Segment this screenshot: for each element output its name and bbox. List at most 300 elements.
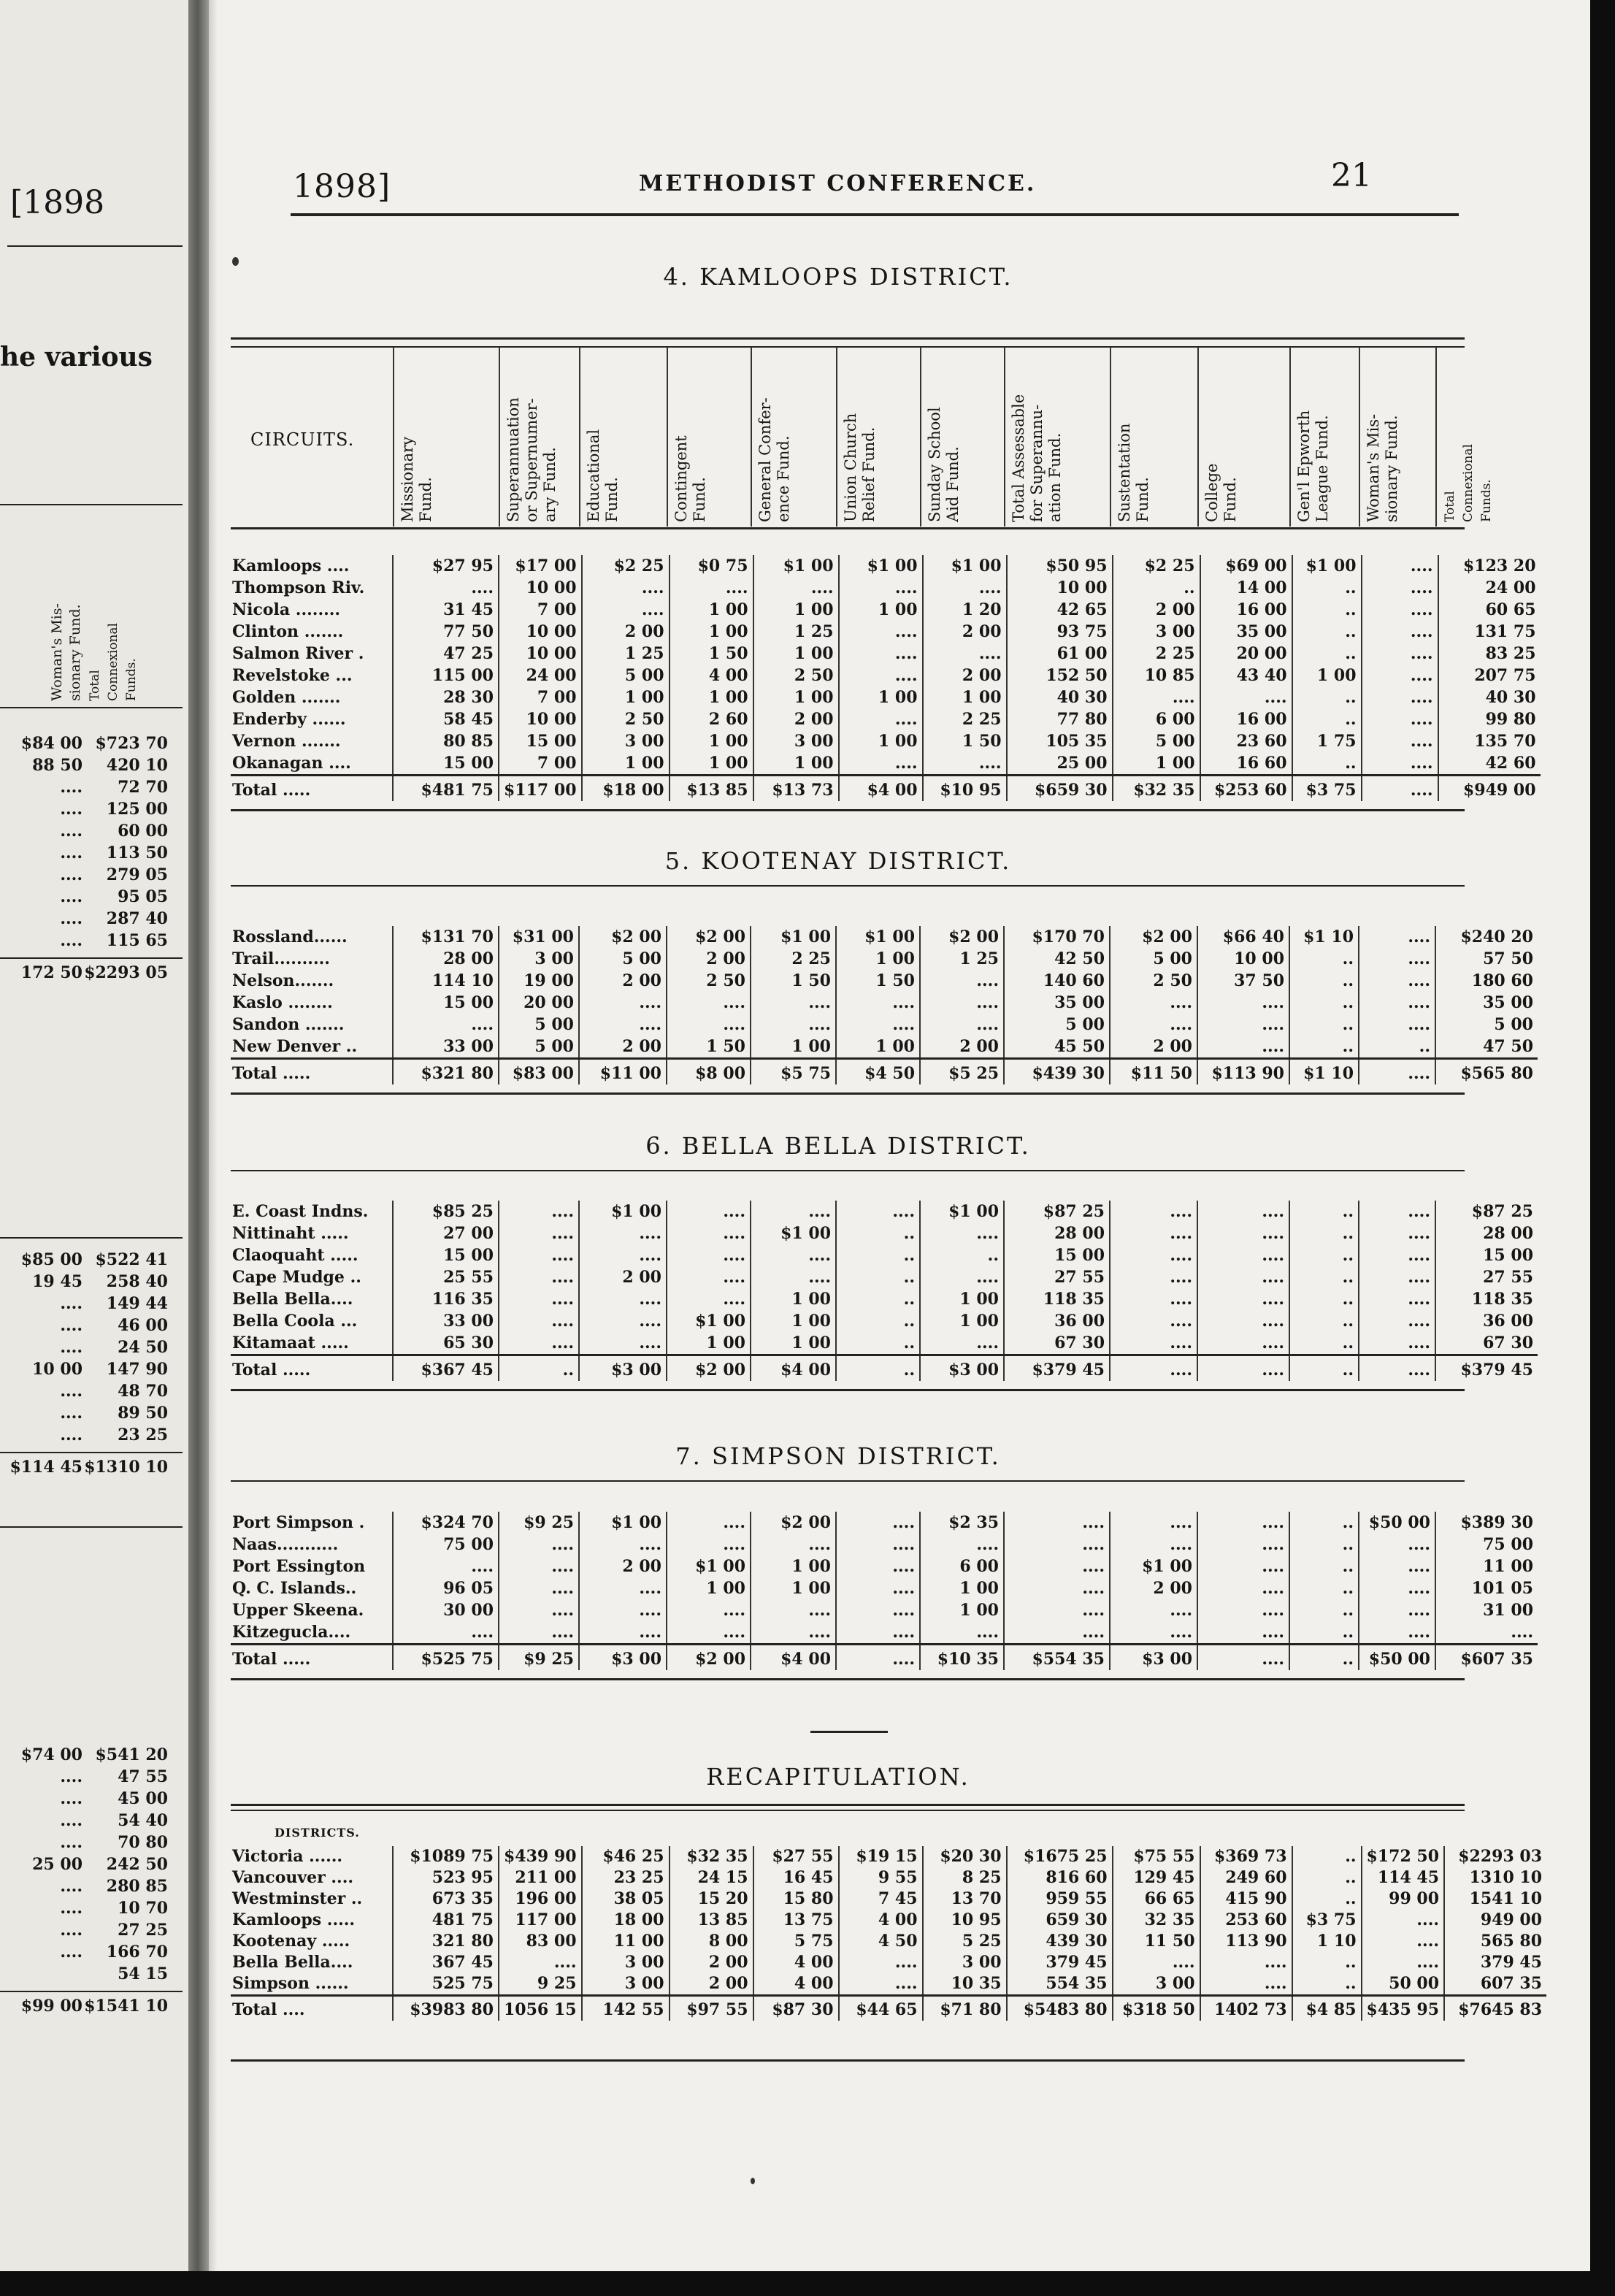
fund-cell: 13 75 bbox=[753, 1910, 839, 1931]
left-fund-cell: 10 00 bbox=[32, 1360, 83, 1379]
fund-cell: 1 00 bbox=[751, 1577, 836, 1599]
fund-cell: $1089 75 bbox=[393, 1846, 499, 1867]
fund-cell: .. bbox=[1289, 992, 1359, 1014]
fund-cell: 15 80 bbox=[753, 1889, 839, 1910]
fund-cell: 15 00 bbox=[393, 1244, 499, 1266]
left-total-cell: 147 90 bbox=[106, 1360, 168, 1379]
fund-cell: $31 00 bbox=[499, 926, 579, 948]
fund-cell: $1 00 bbox=[579, 1512, 667, 1534]
left-total-cell: 279 05 bbox=[106, 865, 168, 884]
fund-cell: 10 00 bbox=[499, 643, 582, 665]
fund-cell: $9 25 bbox=[499, 1645, 579, 1671]
fund-cell: $253 60 bbox=[1200, 776, 1292, 802]
fund-cell: $5483 80 bbox=[1007, 1996, 1113, 2021]
fund-cell: $11 50 bbox=[1110, 1059, 1197, 1085]
column-header-3: Educational Fund. bbox=[585, 429, 621, 522]
fund-cell: .... bbox=[1359, 1621, 1435, 1645]
fund-cell: $46 25 bbox=[582, 1846, 670, 1867]
fund-cell: $3 00 bbox=[1110, 1645, 1197, 1671]
fund-cell: 1310 10 bbox=[1444, 1867, 1546, 1889]
fund-cell: .. bbox=[836, 1355, 920, 1382]
fund-cell: $1 00 bbox=[751, 926, 836, 948]
fund-cell: .... bbox=[579, 1288, 667, 1310]
fund-cell: .... bbox=[667, 1244, 751, 1266]
fund-cell: 2 00 bbox=[923, 665, 1007, 686]
fund-cell: .... bbox=[751, 1599, 836, 1621]
fund-cell: $3 00 bbox=[920, 1355, 1004, 1382]
fund-cell: .. bbox=[1289, 1201, 1359, 1222]
fund-cell: $5 75 bbox=[751, 1059, 836, 1085]
fund-cell: 2 00 bbox=[1110, 1036, 1197, 1059]
fund-cell: 24 00 bbox=[1438, 577, 1541, 599]
left-fund-cell: .... bbox=[60, 1382, 83, 1401]
left-total-cell: 420 10 bbox=[106, 756, 168, 775]
circuit-name: Bella Bella.... bbox=[232, 1953, 353, 1972]
circuit-name: Vancouver .... bbox=[232, 1868, 354, 1887]
fund-cell: .... bbox=[1359, 1555, 1435, 1577]
fund-cell: 2 00 bbox=[579, 1555, 667, 1577]
fund-cell: .... bbox=[667, 1599, 751, 1621]
column-header-1: Missionary Fund. bbox=[399, 436, 434, 522]
fund-cell: $1 00 bbox=[920, 1201, 1004, 1222]
fund-cell: 28 00 bbox=[1435, 1222, 1538, 1244]
fund-cell: .... bbox=[1359, 926, 1435, 948]
fund-cell: .... bbox=[667, 1534, 751, 1555]
left-total-value: $114 45 bbox=[9, 1458, 83, 1477]
fund-cell: .... bbox=[1197, 1599, 1289, 1621]
fund-cell: 1 00 bbox=[751, 1332, 836, 1355]
fund-cell: 1 20 bbox=[923, 599, 1007, 621]
fund-cell: $50 00 bbox=[1359, 1512, 1435, 1534]
circuit-name: Trail.......... bbox=[232, 949, 330, 968]
fund-cell: $1 00 bbox=[839, 555, 923, 577]
fund-cell: 27 55 bbox=[1004, 1266, 1110, 1288]
fund-cell: 113 90 bbox=[1200, 1931, 1292, 1952]
fund-cell: $2 25 bbox=[1113, 555, 1200, 577]
fund-cell: .... bbox=[579, 1599, 667, 1621]
fund-cell: .... bbox=[751, 1244, 836, 1266]
fund-cell: $435 95 bbox=[1362, 1996, 1445, 2021]
fund-cell: .... bbox=[1197, 1577, 1289, 1599]
fund-cell: 525 75 bbox=[393, 1973, 499, 1996]
fund-cell: .... bbox=[1200, 686, 1292, 708]
fund-cell: 8 25 bbox=[923, 1867, 1007, 1889]
fund-cell: 10 00 bbox=[1007, 577, 1113, 599]
fund-cell: .... bbox=[579, 1014, 667, 1036]
fund-cell: .. bbox=[1113, 577, 1200, 599]
column-header-4: Contingent Fund. bbox=[672, 435, 708, 522]
page-number: 21 bbox=[1331, 157, 1372, 194]
district-row bbox=[231, 1555, 1538, 1577]
left-total-cell: 27 25 bbox=[118, 1921, 168, 1940]
fund-cell: $2 35 bbox=[920, 1512, 1004, 1534]
fund-cell: 28 30 bbox=[393, 686, 499, 708]
column-header-13: Total Connexional Funds. bbox=[1443, 444, 1494, 522]
fund-cell: $525 75 bbox=[393, 1645, 499, 1671]
fund-cell: .... bbox=[1200, 1952, 1292, 1973]
fund-cell: 1 25 bbox=[753, 621, 839, 643]
fund-cell: 2 00 bbox=[1110, 1577, 1197, 1599]
circuit-name: Kaslo ........ bbox=[232, 993, 333, 1012]
fund-cell: 101 05 bbox=[1435, 1577, 1538, 1599]
fund-cell: .... bbox=[1113, 1952, 1200, 1973]
fund-cell: 10 00 bbox=[499, 577, 582, 599]
fund-cell: 116 35 bbox=[393, 1288, 499, 1310]
fund-cell: 949 00 bbox=[1444, 1910, 1546, 1931]
fund-cell: .... bbox=[1359, 970, 1435, 992]
left-total-cell: 54 40 bbox=[118, 1811, 168, 1830]
fund-cell: $117 00 bbox=[499, 776, 582, 802]
fund-cell: 1 00 bbox=[753, 686, 839, 708]
fund-cell: .. bbox=[1292, 1846, 1362, 1867]
fund-cell: 23 60 bbox=[1200, 730, 1292, 752]
fund-cell: 1 00 bbox=[670, 752, 753, 776]
fund-cell: 1056 15 bbox=[499, 1996, 582, 2021]
fund-cell: .... bbox=[1362, 555, 1438, 577]
fund-cell: $83 00 bbox=[499, 1059, 579, 1085]
fund-cell: $565 80 bbox=[1435, 1059, 1538, 1085]
district-row bbox=[231, 1266, 1538, 1288]
fund-cell: $2 25 bbox=[582, 555, 670, 577]
fund-cell: .... bbox=[1359, 1577, 1435, 1599]
fund-cell: 1 10 bbox=[1292, 1931, 1362, 1952]
fund-cell: 5 00 bbox=[1435, 1014, 1538, 1036]
fund-cell: 10 95 bbox=[923, 1910, 1007, 1931]
fund-cell: 816 60 bbox=[1007, 1867, 1113, 1889]
fund-cell: 9 25 bbox=[499, 1973, 582, 1996]
fund-cell: .... bbox=[751, 992, 836, 1014]
fund-cell: .. bbox=[1292, 643, 1362, 665]
fund-cell: .... bbox=[836, 1014, 920, 1036]
fund-cell: .... bbox=[1110, 1244, 1197, 1266]
fund-cell: .... bbox=[1359, 1355, 1435, 1382]
fund-cell: 367 45 bbox=[393, 1952, 499, 1973]
fund-cell: .... bbox=[839, 643, 923, 665]
column-header-12: Woman's Mis- sionary Fund. bbox=[1365, 413, 1400, 522]
left-total-cell: $541 20 bbox=[95, 1745, 168, 1764]
district-total-row bbox=[231, 1355, 1538, 1382]
fund-cell: $3 00 bbox=[579, 1645, 667, 1671]
fund-cell: 131 75 bbox=[1438, 621, 1541, 643]
fund-cell: .... bbox=[499, 1621, 579, 1645]
fund-cell: .... bbox=[920, 1266, 1004, 1288]
fund-cell: 27 55 bbox=[1435, 1266, 1538, 1288]
fund-cell: 99 00 bbox=[1362, 1889, 1445, 1910]
fund-cell: 83 00 bbox=[499, 1931, 582, 1952]
fund-cell: .... bbox=[579, 1310, 667, 1332]
fund-cell: $1 00 bbox=[923, 555, 1007, 577]
fund-cell: .... bbox=[579, 1534, 667, 1555]
fund-cell: 5 00 bbox=[582, 665, 670, 686]
fund-cell: .... bbox=[1362, 1952, 1445, 1973]
fund-cell: .... bbox=[1197, 1645, 1289, 1671]
fund-cell: .... bbox=[1197, 1534, 1289, 1555]
fund-cell: .... bbox=[499, 1952, 582, 1973]
fund-cell: $389 30 bbox=[1435, 1512, 1538, 1534]
fund-cell: $2293 03 bbox=[1444, 1846, 1546, 1867]
fund-cell: 77 50 bbox=[393, 621, 499, 643]
fund-cell: 1 00 bbox=[751, 1555, 836, 1577]
fund-cell: .. bbox=[1292, 621, 1362, 643]
fund-cell: 47 25 bbox=[393, 643, 499, 665]
fund-cell: .... bbox=[1110, 1288, 1197, 1310]
left-total-value: $99 00 bbox=[20, 1997, 83, 2016]
circuit-name: Kootenay ..... bbox=[232, 1932, 350, 1951]
district-total-row bbox=[231, 776, 1541, 802]
fund-cell: 23 25 bbox=[582, 1867, 670, 1889]
left-total-cell: 166 70 bbox=[106, 1943, 168, 1962]
fund-cell: $32 35 bbox=[670, 1846, 753, 1867]
fund-cell: 2 50 bbox=[753, 665, 839, 686]
fund-cell: .. bbox=[836, 1288, 920, 1310]
fund-cell: 10 85 bbox=[1113, 665, 1200, 686]
left-col1-header: Woman's Mis- sionary Fund. bbox=[49, 603, 83, 701]
fund-cell: 2 00 bbox=[670, 1952, 753, 1973]
fund-cell: 481 75 bbox=[393, 1910, 499, 1931]
fund-cell: $11 00 bbox=[579, 1059, 667, 1085]
circuit-name: Clinton ....... bbox=[232, 622, 344, 641]
fund-cell: .... bbox=[1113, 686, 1200, 708]
fund-cell: 118 35 bbox=[1004, 1288, 1110, 1310]
fund-cell: .... bbox=[667, 1014, 751, 1036]
fund-cell: 129 45 bbox=[1113, 1867, 1200, 1889]
fund-cell: .... bbox=[839, 621, 923, 643]
fund-cell: 379 45 bbox=[1007, 1952, 1113, 1973]
recap-row bbox=[231, 1910, 1546, 1931]
fund-cell: 1402 73 bbox=[1200, 1996, 1292, 2021]
fund-cell: 1 50 bbox=[667, 1036, 751, 1059]
fund-cell: $71 80 bbox=[923, 1996, 1007, 2021]
fund-cell: 1 00 bbox=[751, 1288, 836, 1310]
left-total-cell: $522 41 bbox=[95, 1250, 168, 1269]
fund-cell: .. bbox=[1289, 1288, 1359, 1310]
fund-cell: 38 05 bbox=[582, 1889, 670, 1910]
fund-cell: .. bbox=[1289, 1332, 1359, 1355]
fund-cell: 1 50 bbox=[923, 730, 1007, 752]
fund-cell: 1 00 bbox=[923, 686, 1007, 708]
fund-cell: 65 30 bbox=[393, 1332, 499, 1355]
column-header-7: Sunday School Aid Fund. bbox=[926, 407, 962, 522]
districts-label: DISTRICTS. bbox=[275, 1826, 360, 1840]
fund-cell: .... bbox=[1004, 1555, 1110, 1577]
fund-cell: 25 00 bbox=[1007, 752, 1113, 776]
left-total-cell: 23 25 bbox=[118, 1426, 168, 1444]
fund-cell: $87 25 bbox=[1004, 1201, 1110, 1222]
fund-cell: .. bbox=[1289, 1534, 1359, 1555]
left-fund-cell: .... bbox=[60, 778, 83, 797]
fund-cell: .... bbox=[839, 1973, 923, 1996]
district-row bbox=[231, 948, 1538, 970]
left-total-cell: 242 50 bbox=[106, 1855, 168, 1874]
fund-cell: 18 00 bbox=[582, 1910, 670, 1931]
fund-cell: 67 30 bbox=[1435, 1332, 1538, 1355]
fund-cell: $318 50 bbox=[1113, 1996, 1200, 2021]
circuit-name: Bella Bella.... bbox=[232, 1290, 353, 1309]
right-page bbox=[218, 0, 1590, 2271]
recap-row bbox=[231, 1931, 1546, 1952]
fund-cell: .... bbox=[1359, 1222, 1435, 1244]
circuit-name: Kamloops ..... bbox=[232, 1910, 356, 1929]
fund-cell: .... bbox=[1197, 1014, 1289, 1036]
circuits-header: CIRCUITS. bbox=[250, 429, 355, 450]
fund-cell: $1 00 bbox=[1292, 555, 1362, 577]
fund-cell: 1 00 bbox=[920, 1577, 1004, 1599]
fund-cell: .... bbox=[920, 1332, 1004, 1355]
fund-cell: 1 00 bbox=[1292, 665, 1362, 686]
left-fund-cell: 88 50 bbox=[32, 756, 83, 775]
fund-cell: .... bbox=[670, 577, 753, 599]
district-row bbox=[231, 1244, 1538, 1266]
fund-cell: .. bbox=[1359, 1036, 1435, 1059]
fund-cell: .... bbox=[393, 1555, 499, 1577]
fund-cell: 1 00 bbox=[836, 1036, 920, 1059]
fund-cell: $170 70 bbox=[1004, 926, 1110, 948]
total-label: Total ..... bbox=[231, 1355, 393, 1382]
left-fund-cell: $84 00 bbox=[20, 734, 83, 753]
fund-cell: 4 00 bbox=[753, 1952, 839, 1973]
fund-cell: $9 25 bbox=[499, 1512, 579, 1534]
fund-cell: 1 00 bbox=[1113, 752, 1200, 776]
fund-cell: .... bbox=[667, 1512, 751, 1534]
district-row bbox=[231, 1332, 1538, 1355]
fund-cell: .... bbox=[1362, 643, 1438, 665]
fund-cell: .... bbox=[667, 1222, 751, 1244]
circuit-name: Q. C. Islands.. bbox=[232, 1579, 357, 1598]
fund-cell: .... bbox=[667, 1621, 751, 1645]
district-row bbox=[231, 926, 1538, 948]
district-row bbox=[231, 643, 1541, 665]
fund-cell: 5 00 bbox=[1004, 1014, 1110, 1036]
fund-cell: $75 55 bbox=[1113, 1846, 1200, 1867]
left-fund-cell: $74 00 bbox=[20, 1745, 83, 1764]
left-fund-cell: $85 00 bbox=[20, 1250, 83, 1269]
fund-cell: 1 00 bbox=[839, 686, 923, 708]
fund-cell: .. bbox=[1292, 1889, 1362, 1910]
fund-cell: .... bbox=[753, 577, 839, 599]
left-fund-cell: .... bbox=[60, 800, 83, 819]
left-total-cell: 54 15 bbox=[118, 1964, 168, 1983]
fund-cell: 33 00 bbox=[393, 1036, 499, 1059]
fund-cell: 15 00 bbox=[1004, 1244, 1110, 1266]
fund-cell: .... bbox=[1362, 752, 1438, 776]
fund-cell: $1 00 bbox=[667, 1555, 751, 1577]
fund-cell: 99 80 bbox=[1438, 708, 1541, 730]
fund-cell: 1 00 bbox=[670, 686, 753, 708]
fund-cell: .... bbox=[1110, 1621, 1197, 1645]
fund-cell: $1675 25 bbox=[1007, 1846, 1113, 1867]
fund-cell: $1 10 bbox=[1289, 1059, 1359, 1085]
district-row bbox=[231, 1534, 1538, 1555]
total-label: Total ..... bbox=[231, 776, 393, 802]
district-row bbox=[231, 599, 1541, 621]
fund-cell: 3 00 bbox=[1113, 1973, 1200, 1996]
fund-cell: .... bbox=[836, 1645, 920, 1671]
fund-cell: .... bbox=[1435, 1621, 1538, 1645]
district-row bbox=[231, 1599, 1538, 1621]
fund-cell: 2 25 bbox=[1113, 643, 1200, 665]
left-total-cell: 48 70 bbox=[118, 1382, 168, 1401]
fund-cell: $17 00 bbox=[499, 555, 582, 577]
fund-cell: .. bbox=[499, 1355, 579, 1382]
fund-cell: 118 35 bbox=[1435, 1288, 1538, 1310]
fund-cell: .... bbox=[579, 992, 667, 1014]
fund-cell: .... bbox=[499, 1222, 579, 1244]
fund-cell: $0 75 bbox=[670, 555, 753, 577]
recap-row bbox=[231, 1867, 1546, 1889]
fund-cell: $607 35 bbox=[1435, 1645, 1538, 1671]
fund-cell: .. bbox=[1289, 1355, 1359, 1382]
left-fund-cell: .... bbox=[60, 1921, 83, 1940]
fund-cell: 16 60 bbox=[1200, 752, 1292, 776]
fund-cell: 9 55 bbox=[839, 1867, 923, 1889]
column-header-11: Gen'l Epworth League Fund. bbox=[1295, 410, 1331, 522]
fund-cell: .... bbox=[393, 1014, 499, 1036]
ink-speck bbox=[751, 2178, 755, 2184]
fund-cell: 554 35 bbox=[1007, 1973, 1113, 1996]
district-row bbox=[231, 665, 1541, 686]
left-col2-header: Total Connexional Funds. bbox=[88, 623, 139, 701]
fund-cell: .... bbox=[1359, 1288, 1435, 1310]
fund-cell: .... bbox=[920, 970, 1004, 992]
fund-cell: 40 30 bbox=[1007, 686, 1113, 708]
fund-cell: 83 25 bbox=[1438, 643, 1541, 665]
district-row bbox=[231, 1310, 1538, 1332]
fund-cell: .... bbox=[1110, 1266, 1197, 1288]
fund-cell: .... bbox=[920, 1621, 1004, 1645]
fund-cell: 1 50 bbox=[670, 643, 753, 665]
fund-cell: $2 00 bbox=[667, 926, 751, 948]
fund-cell: 19 00 bbox=[499, 970, 579, 992]
fund-cell: 42 50 bbox=[1004, 948, 1110, 970]
fund-cell: .. bbox=[1292, 1867, 1362, 1889]
fund-cell: $7645 83 bbox=[1444, 1996, 1546, 2021]
fund-cell: 67 30 bbox=[1004, 1332, 1110, 1355]
district-row bbox=[231, 621, 1541, 643]
fund-cell: $97 55 bbox=[670, 1996, 753, 2021]
left-total-cell: 95 05 bbox=[118, 887, 168, 906]
fund-cell: 15 00 bbox=[393, 752, 499, 776]
fund-cell: 5 75 bbox=[753, 1931, 839, 1952]
fund-cell: .... bbox=[1110, 1599, 1197, 1621]
fund-cell: .... bbox=[579, 1621, 667, 1645]
recapitulation-title: RECAPITULATION. bbox=[706, 1763, 970, 1791]
fund-cell: 2 00 bbox=[753, 708, 839, 730]
fund-cell: 77 80 bbox=[1007, 708, 1113, 730]
left-total-cell: 45 00 bbox=[118, 1789, 168, 1808]
left-total-cell: 47 55 bbox=[118, 1767, 168, 1786]
district-title: 7. SIMPSON DISTRICT. bbox=[675, 1442, 1001, 1470]
fund-cell: $240 20 bbox=[1435, 926, 1538, 948]
fund-cell: $1 00 bbox=[579, 1201, 667, 1222]
fund-cell: .... bbox=[499, 1555, 579, 1577]
fund-cell: .... bbox=[1362, 665, 1438, 686]
fund-cell: $3 00 bbox=[579, 1355, 667, 1382]
fund-cell: 42 60 bbox=[1438, 752, 1541, 776]
fund-cell: .. bbox=[1292, 599, 1362, 621]
fund-cell: 66 65 bbox=[1113, 1889, 1200, 1910]
fund-cell: 2 00 bbox=[667, 948, 751, 970]
fund-cell: .. bbox=[1289, 948, 1359, 970]
fund-cell: 7 45 bbox=[839, 1889, 923, 1910]
fund-cell: $481 75 bbox=[393, 776, 499, 802]
left-fund-cell: .... bbox=[60, 1426, 83, 1444]
fund-cell: $439 90 bbox=[499, 1846, 582, 1867]
fund-cell: 10 00 bbox=[499, 621, 582, 643]
fund-cell: $5 25 bbox=[920, 1059, 1004, 1085]
fund-cell: .... bbox=[1359, 992, 1435, 1014]
fund-cell: $2 00 bbox=[667, 1645, 751, 1671]
district-title: 6. BELLA BELLA DISTRICT. bbox=[645, 1132, 1031, 1160]
